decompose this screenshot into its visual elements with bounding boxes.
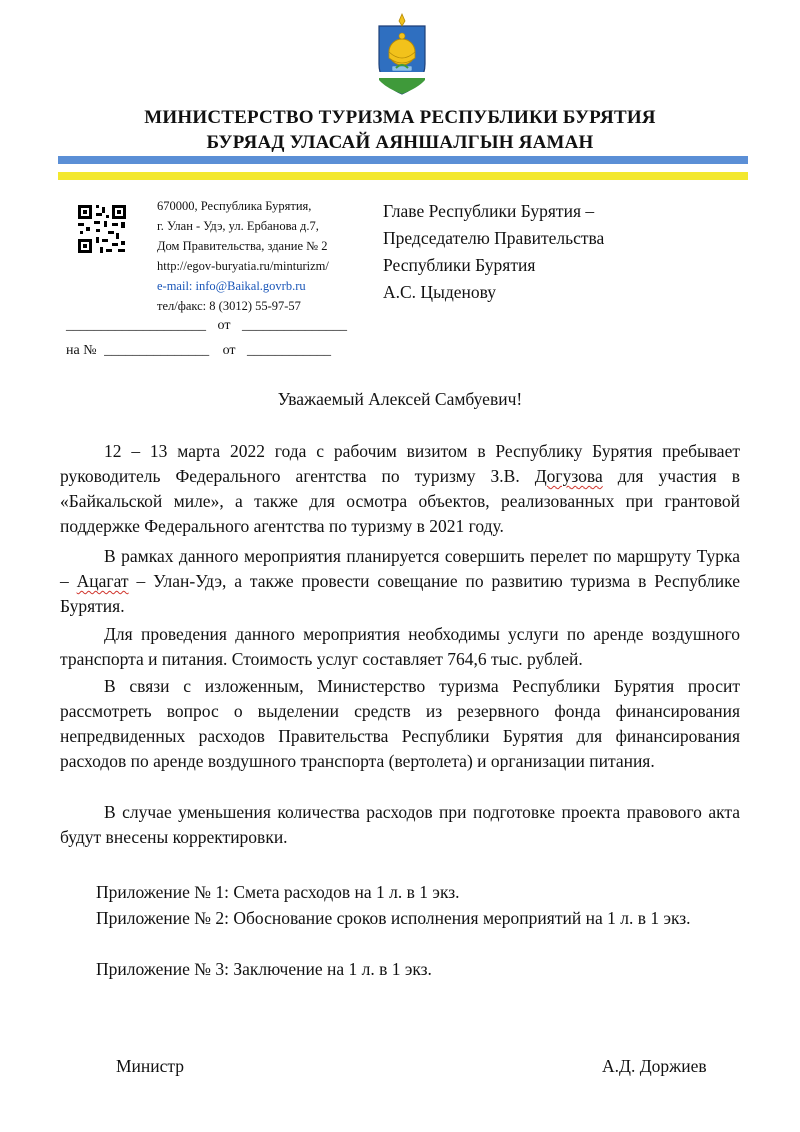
email-link[interactable]: info@Baikal.govrb.ru: [195, 279, 306, 293]
recipient-line-4: А.С. Цыденову: [383, 282, 497, 302]
registration-line-2: [66, 343, 331, 359]
signatory-position: Министр: [116, 1056, 185, 1076]
attachment-3: Приложение № 3: Заключение на 1 л. в 1 экз.: [96, 959, 432, 979]
body-paragraph-1: 12 – 13 марта 2022 года с рабочим визитом в Республику Бурятия пребывает руководитель Федерального агентства по туризму З.В. Догузова для участия в «Байкальской миле», а также для осмотра объектов, реализованных при грантовой поддержке Федерального агентства по туризму в 2021 году.: [60, 441, 740, 536]
address-line-1: 670000, Республика Бурятия,: [157, 199, 312, 213]
address-line-2: г. Улан - Удэ, ул. Ербанова д.7,: [157, 219, 319, 233]
reg-date-blank: ____________________: [66, 318, 206, 333]
recipient-line-3: Республики Бурятия: [383, 255, 536, 275]
email-line: [157, 278, 306, 295]
body-paragraph-2: В рамках данного мероприятия планируется совершить перелет по маршруту Турка – Ацагат – Улан-Удэ, а также провести совещание по развитию туризма в Республике Бурятия.: [60, 546, 740, 616]
header-stripe-blue: [58, 156, 748, 164]
reg-from-label: от: [217, 318, 231, 333]
attachment-2: Приложение № 2: Обоснование сроков исполнения мероприятий на 1 л. в 1 экз.: [96, 908, 691, 928]
header-stripe-yellow: [58, 172, 748, 180]
reg-number-label: на №: [66, 343, 97, 358]
reg-number-blank: _______________: [104, 343, 210, 358]
coat-of-arms-icon: [376, 12, 428, 96]
spellcheck-word: Ацагат: [76, 571, 129, 591]
address-line-3: Дом Правительства, здание № 2: [157, 239, 328, 253]
greeting: Уважаемый Алексей Самбуевич!: [277, 389, 523, 409]
reg-from-blank: _______________: [241, 318, 347, 333]
attachment-1: Приложение № 1: Смета расходов на 1 л. в 1 экз.: [96, 882, 460, 902]
body-paragraph-4: В связи с изложенным, Министерство туризма Республики Бурятия просит рассмотреть вопрос о выделении средств из резервного фонда финансирования непредвиденных расходов Правительства Республики Бурятия для финансирования расходов по аренде воздушного транспорта (вертолета) и организации питания.: [60, 676, 740, 771]
signatory-name: А.Д. Доржиев: [602, 1056, 707, 1076]
registration-line-1: [66, 318, 347, 334]
ministry-title-russian: МИНИСТЕРСТВО ТУРИЗМА РЕСПУБЛИКИ БУРЯТИЯ: [144, 107, 656, 128]
email-label: e-mail:: [157, 279, 196, 293]
ministry-title-buryat: БУРЯАД УЛАСАЙ АЯНШАЛГЫН ЯАМАН: [206, 132, 594, 153]
body-paragraph-3: Для проведения данного мероприятия необходимы услуги по аренде воздушного транспорта и питания. Стоимость услуг составляет 764,6 тыс. рублей.: [60, 624, 740, 669]
recipient-line-2: Председателю Правительства: [383, 228, 605, 248]
spellcheck-word: Догузова: [534, 466, 603, 486]
reg-from-label-2: от: [222, 343, 236, 358]
recipient-line-1: Главе Республики Бурятия –: [383, 201, 595, 221]
website-link[interactable]: http://egov-buryatia.ru/minturizm/: [157, 259, 329, 273]
body-paragraph-5: В случае уменьшения количества расходов при подготовке проекта правового акта будут внесены корректировки.: [60, 802, 740, 847]
phone-fax: тел/факс: 8 (3012) 55-97-57: [157, 299, 301, 313]
qr-code-icon: [76, 203, 128, 255]
reg-from-blank-2: ____________: [247, 343, 332, 358]
